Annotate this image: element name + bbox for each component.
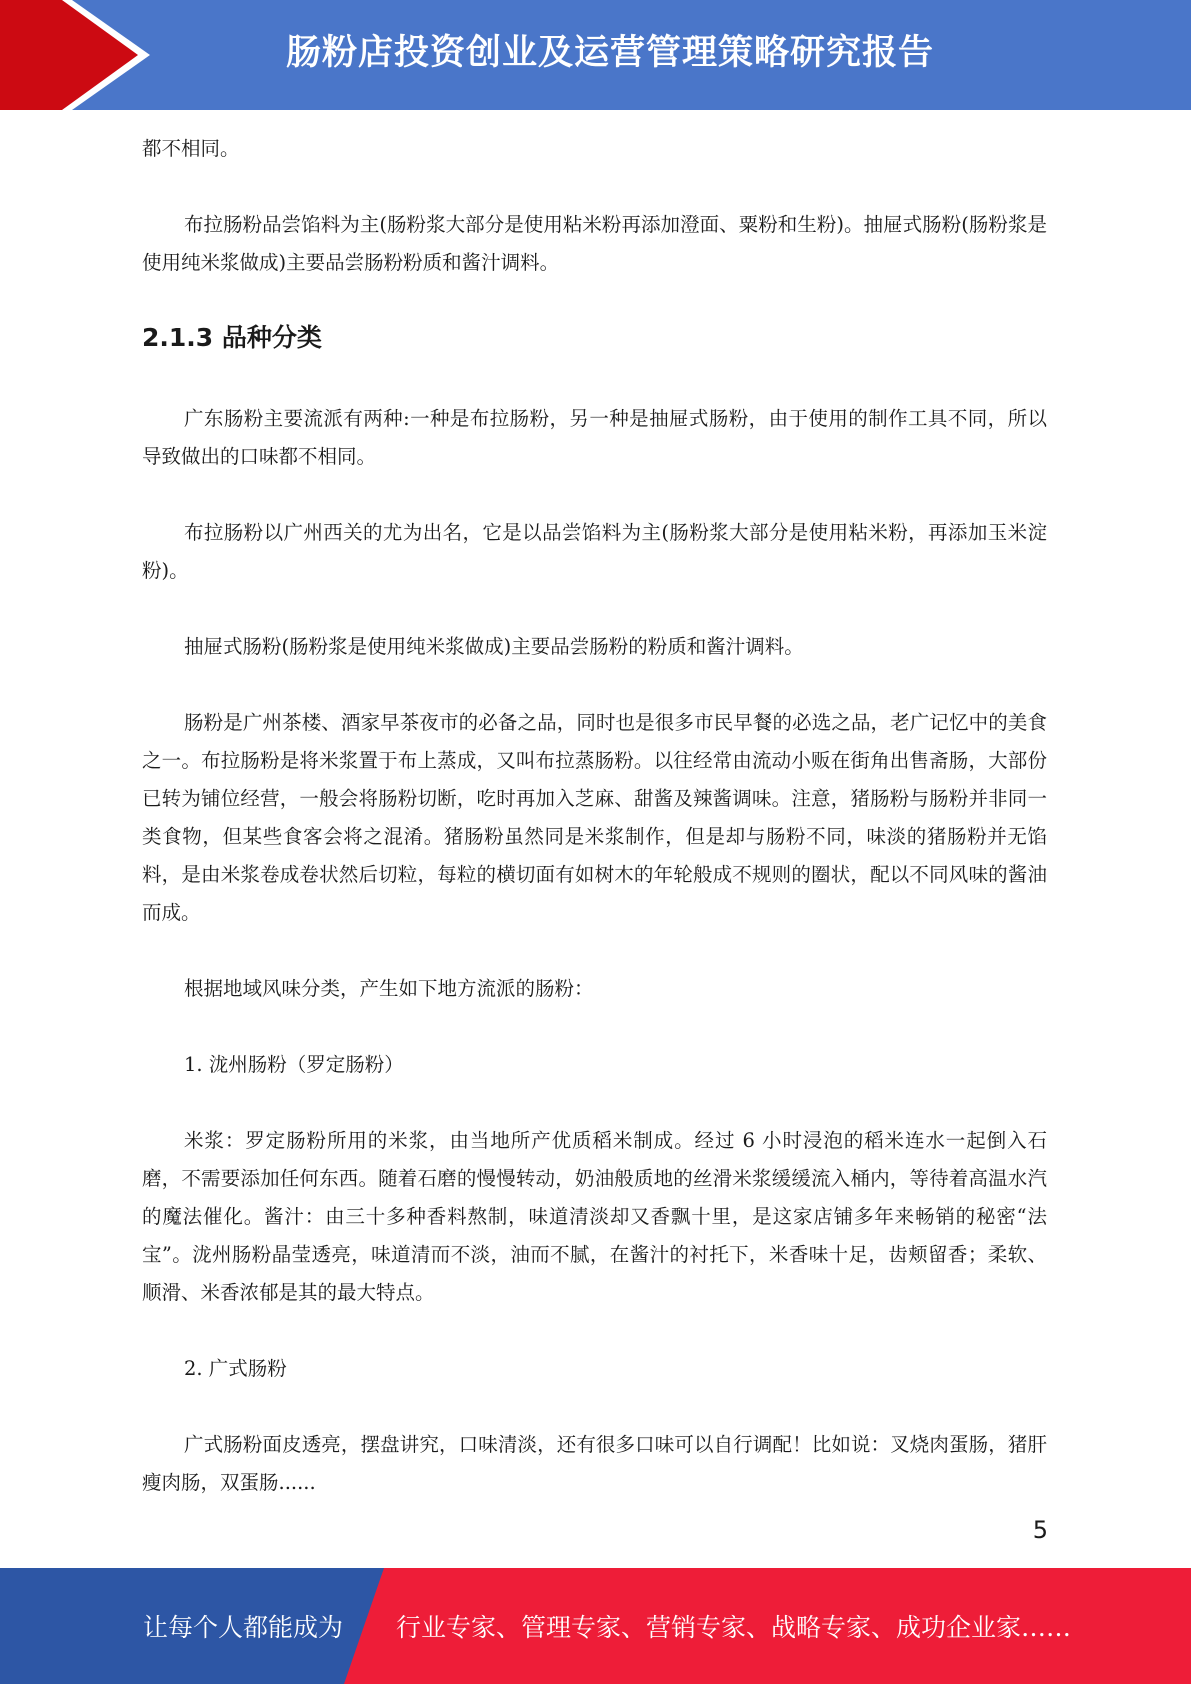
paragraph-5: 抽屉式肠粉(肠粉浆是使用纯米浆做成)主要品尝肠粉的粉质和酱汁调料。 — [184, 635, 804, 658]
list-item-1: 1. 泷州肠粉（罗定肠粉） — [184, 1053, 404, 1076]
page-number: 5 — [1032, 1516, 1048, 1544]
section-heading: 2.1.3 品种分类 — [142, 323, 322, 352]
paragraph-6: 肠粉是广州茶楼、酒家早茶夜市的必备之品，同时也是很多市民早餐的必选之品，老广记忆中的美食之一。布拉肠粉是将米浆置于布上蒸成，又叫布拉蒸肠粉。以往经常由流动小贩在街角出售斋肠，大部份已转为铺位经营，一般会将肠粉切断，吃时再加入芝麻、甜酱及辣酱调味。注意，猪肠粉与肠粉并非同一类食物，但某些食客会将之混淆。猪肠粉虽然同是米浆制作，但是却与肠粉不同，味淡的猪肠粉并无馅料，是由米浆卷成卷状然后切粒，每粒的横切面有如树木的年轮般成不规则的圈状，配以不同风味的酱油而成。 — [142, 711, 1047, 924]
paragraph-1: 都不相同。 — [142, 137, 240, 160]
document-body — [142, 130, 1047, 1502]
paragraph-2: 布拉肠粉品尝馅料为主(肠粉浆大部分是使用粘米粉再添加澄面、粟粉和生粉)。抽屉式肠粉(肠粉浆是使用纯米浆做成)主要品尝肠粉粉质和酱汁调料。 — [142, 213, 1047, 274]
paragraph-4: 布拉肠粉以广州西关的尤为出名，它是以品尝馅料为主(肠粉浆大部分是使用粘米粉，再添加玉米淀粉)。 — [142, 521, 1047, 582]
paragraph-9: 广式肠粉面皮透亮，摆盘讲究，口味清淡，还有很多口味可以自行调配！比如说：叉烧肉蛋肠，猪肝瘦肉肠，双蛋肠...... — [142, 1433, 1047, 1494]
page-footer — [0, 1568, 1191, 1684]
header-arrow-decoration — [0, 0, 160, 110]
paragraph-3: 广东肠粉主要流派有两种:一种是布拉肠粉，另一种是抽屉式肠粉，由于使用的制作工具不同，所以导致做出的口味都不相同。 — [142, 407, 1047, 468]
page-header — [0, 0, 1191, 110]
footer-slogan-left: 让每个人都能成为 — [143, 1613, 344, 1642]
footer-slogan-right: 行业专家、管理专家、营销专家、战略专家、成功企业家…… — [396, 1613, 1072, 1642]
paragraph-8: 米浆：罗定肠粉所用的米浆，由当地所产优质稻米制成。经过 6 小时浸泡的稻米连水一起倒入石磨，不需要添加任何东西。随着石磨的慢慢转动，奶油般质地的丝滑米浆缓缓流入桶内，等待着高温水汽的魔法催化。酱汁：由三十多种香料熬制，味道清淡却又香飘十里，是这家店铺多年来畅销的秘密“法宝”。泷州肠粉晶莹透亮，味道清而不淡，油而不腻，在酱汁的衬托下，米香味十足，齿颊留香；柔软、顺滑、米香浓郁是其的最大特点。 — [142, 1129, 1047, 1304]
paragraph-7: 根据地域风味分类，产生如下地方流派的肠粉： — [184, 977, 594, 1000]
report-title: 肠粉店投资创业及运营管理策略研究报告 — [286, 33, 935, 73]
list-item-2: 2. 广式肠粉 — [184, 1357, 287, 1380]
